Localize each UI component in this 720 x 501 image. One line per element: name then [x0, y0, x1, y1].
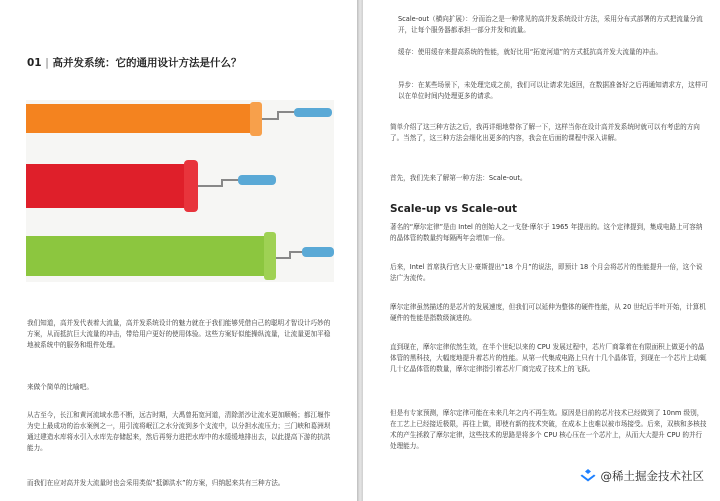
definition-cache: 缓存：使用缓存来提高系统的性能，就好比用“拓宽河道”的方式抵抗高并发大流量的冲击。 — [398, 48, 662, 56]
green-roller-grip — [302, 247, 334, 257]
body-paragraph-2: 后来，Intel 首席执行官大卫·豪斯提出“18 个月”的说法，即预计 18 个月会将芯片的性能提升一倍，这个说法广为流传。 — [390, 263, 703, 282]
intro-paragraph: 简单介绍了这三种方法之后，我再详细地带你了解一下，这样当你在设计高并发系统时就可以有考虑的方向了。当然了，这三种方法会细化出更多的内容，我会在后面的课程中深入讲解。 — [390, 123, 700, 142]
section-title-text: 高并发系统：它的通用设计方法是什么？ — [52, 57, 242, 69]
paragraph-4: 而我们在应对高并发大流量时也会采用类似“抵御洪水”的方案，归纳起来共有三种方法。 — [27, 479, 285, 487]
juejin-logo-icon — [580, 469, 596, 483]
paragraph-2: 来做个简单的比喻吧。 — [27, 383, 93, 391]
red-paint-stripe — [26, 164, 190, 208]
red-roller-grip — [238, 175, 276, 185]
orange-roller — [250, 102, 262, 136]
orange-paint-stripe — [26, 104, 256, 133]
paragraph-1: 我们知道，高并发代表着大流量，高并发系统设计的魅力就在于我们能够凭借自己的聪明才智设计巧妙的方案，从而抵抗巨大流量的冲击，带给用户更好的使用体验。这些方案好似能操纵流量，让流量更加平稳地被系统中的服务和组件处理。 — [27, 319, 331, 349]
red-roller — [184, 160, 198, 212]
definition-scale-out: Scale-out（横向扩展）：分而治之是一种常见的高并发系统设计方法，采用分布式部署的方式把流量分流开，让每个服务器都承担一部分并发和流量。 — [398, 15, 703, 34]
section-title — [27, 55, 337, 70]
green-paint-stripe — [26, 236, 270, 276]
watermark-text: @稀土掘金技术社区 — [600, 469, 704, 483]
definition-async: 异步：在某些场景下，未处理完成之前，我们可以让请求先返回，在数据准备好之后再通知请求方，这样可以在单位时间内处理更多的请求。 — [398, 81, 708, 100]
right-page — [363, 0, 720, 501]
section-heading: Scale-up vs Scale-out — [390, 203, 518, 215]
title-separator: | — [45, 57, 49, 69]
body-paragraph-5: 但是有专家预测，摩尔定律可能在未来几年之内不再生效。原因是目前的芯片技术已经做到了 10nm 级别，在工艺上已经接近极限，再往上做，即使有新的技术突破，在成本上也难以被市场接受。后来，双核和多核技术的产生拯救了摩尔定律，这些技术的思路是将多个 CPU 核心压在一个芯片上，从而大大提升 CPU 的并行处理能力。 — [390, 409, 707, 450]
body-paragraph-1: 著名的“摩尔定律”是由 Intel 的创始人之一戈登·摩尔于 1965 年提出的。这个定律提到，集成电路上可容纳的晶体管的数量约每隔两年会增加一倍。 — [390, 223, 703, 242]
green-roller — [264, 232, 276, 280]
paragraph-3: 从古至今，长江和黄河流域水患不断，远古时期，大禹曾拓宽河道，清除淤沙让流水更加顺畅；都江堰作为史上最成功的治水案例之一，用引流将岷江之水分流到多个支流中，以分担水流压力；三门峡和葛洲坝通过建造水库将水引入水库先存储起来，然后再努力进把水库中的水缓缓地排出去，以此提高下游的抗洪能力。 — [27, 411, 331, 452]
body-paragraph-4: 直到现在，摩尔定律依然生效，在半个世纪以来的 CPU 发展过程中，芯片厂商靠着在有限面积上做更小的晶体管的黑科技，大幅度地提升着芯片的性能。从第一代集成电路上只有十几个晶体管，到现在一个芯片上动辄几十亿晶体管的数量，摩尔定律指引着芯片厂商完成了技术上的飞跃。 — [390, 343, 707, 373]
paint-roller-illustration — [26, 100, 334, 282]
orange-roller-grip — [294, 108, 332, 117]
section-number: 01 — [27, 57, 42, 69]
body-paragraph-3: 摩尔定律虽然描述的是芯片的发展速度，但我们可以延伸为整体的硬件性能，从 20 世纪后半叶开始，计算机硬件的性能是指数级演进的。 — [390, 303, 706, 322]
first-method-line: 首先，我们先来了解第一种方法：Scale-out。 — [390, 174, 527, 182]
left-page — [0, 0, 357, 501]
watermark — [574, 465, 711, 487]
